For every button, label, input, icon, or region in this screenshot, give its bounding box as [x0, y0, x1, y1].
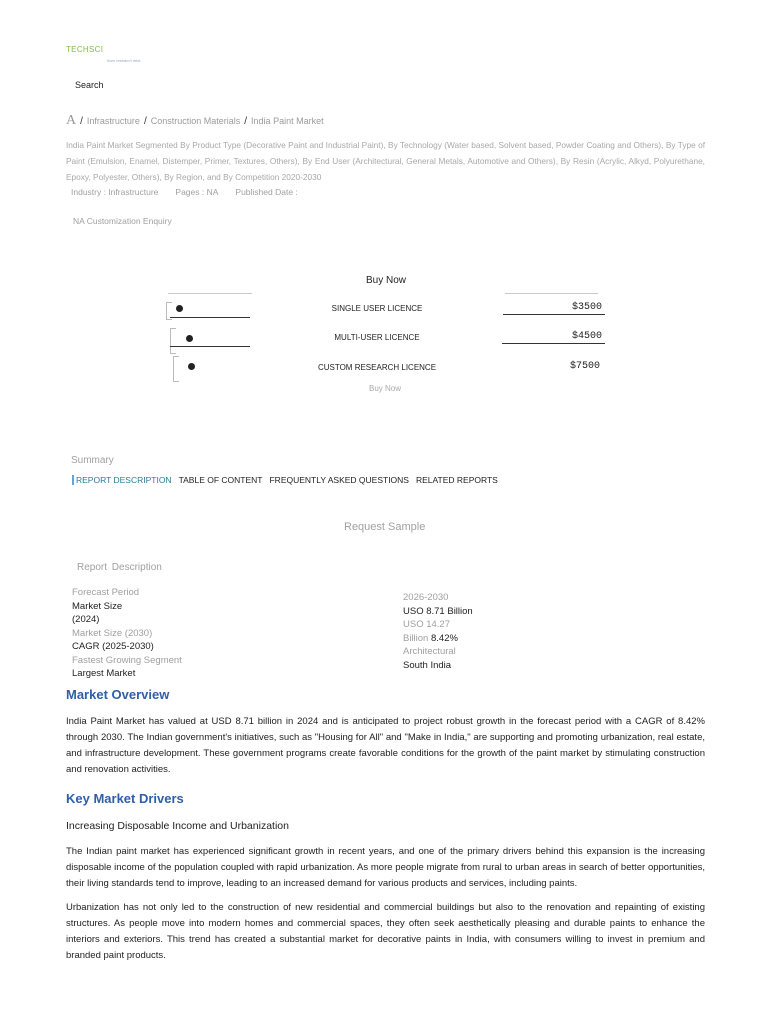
radio-icon[interactable] — [176, 305, 183, 312]
underline — [170, 317, 250, 318]
underline — [502, 343, 605, 344]
fact-label-forecast-period: Forecast Period — [72, 587, 140, 598]
key-drivers-subheading: Increasing Disposable Income and Urbanization — [66, 820, 289, 832]
breadcrumb-item-india-paint-market[interactable]: India Paint Market — [251, 116, 324, 126]
fact-value-unit: Billion — [403, 632, 429, 644]
tab-table-of-content[interactable]: TABLE OF CONTENT — [178, 475, 263, 485]
underline — [170, 346, 250, 347]
fact-label-cagr: CAGR (2025-2030) — [72, 641, 154, 652]
brand-tagline: from research next — [107, 58, 141, 63]
licence-name: SINGLE USER LICENCE — [331, 304, 423, 313]
radio-icon[interactable] — [188, 363, 195, 370]
fact-value-fastest-growing: Architectural — [403, 646, 456, 657]
fact-label-market-size-year: (2024) — [72, 614, 100, 625]
breadcrumb-item-infrastructure[interactable]: Infrastructure — [86, 116, 140, 126]
breadcrumb-separator: / — [80, 116, 83, 127]
licence-price: $3500 — [571, 302, 602, 313]
report-title-description: India Paint Market Segmented By Product Type (Decorative Paint and Industrial Paint), By Technology (Water based, Solvent based, Powder Coating and Others), By Type of Paint (Emulsion, Enamel, Distemper, Primer, Textures, Others), By End User (Architectural, General Metals, Automotive and Others), By Resin (Acrylic, Alkyd, Polyurethane, Epoxy, Polyester, Others), By Region, and By Competition 2020-2030 — [66, 140, 705, 182]
fact-label-largest-market: Largest Market — [72, 668, 136, 679]
key-drivers-paragraph-1: The Indian paint market has experienced significant growth in recent years, and one of the primary drivers behind this expansion is the increasing disposable income of the population coupled with rapid urbanization. As more people migrate from rural to urban areas in search of better opportunities, their living standards tend to improve, leading to an increased demand for various products and services, including paints. — [66, 846, 705, 889]
licence-price: $4500 — [571, 331, 602, 342]
fact-value-market-size-2030: USO 14.27 — [403, 619, 450, 630]
request-sample-button[interactable]: Request Sample — [344, 521, 426, 533]
fact-value-cagr: 8.42% — [431, 632, 458, 644]
report-description-label: Report Description — [77, 562, 162, 573]
tab-faq[interactable]: FREQUENTLY ASKED QUESTIONS — [269, 475, 409, 485]
fact-label-fastest-growing: Fastest Growing Segment — [72, 654, 182, 666]
pages-label: Pages : NA — [175, 187, 219, 197]
customization-enquiry-link[interactable]: NA Customization Enquiry — [73, 216, 172, 226]
search-link[interactable]: Search — [75, 80, 104, 90]
underline — [503, 314, 605, 315]
fact-value-forecast-period: 2026-2030 — [403, 592, 449, 603]
fact-value-market-size: USO 8.71 Billion — [403, 605, 473, 617]
fact-label-market-size-2030: Market Size (2030) — [72, 627, 153, 639]
breadcrumb-separator: / — [143, 116, 147, 127]
fact-value-largest-market: South India — [403, 659, 452, 671]
brand-logo[interactable]: TECHSCI — [66, 45, 104, 54]
breadcrumb-separator: / — [244, 116, 248, 127]
divider — [505, 293, 598, 294]
market-overview-text: India Paint Market has valued at USD 8.71 billion in 2024 and is anticipated to project robust growth in the forecast period with a CAGR of 8.42% through 2030. The Indian government's initiatives, such as "Housing for All" and "Make in India," are supporting and promoting urbanization, real estate, and infrastructure development. These government programs create favorable conditions for the growth of the paint market by stimulating construction and renovation activities. — [66, 716, 705, 775]
fact-label-market-size: Market Size — [72, 600, 123, 612]
divider — [168, 293, 252, 294]
licence-name: MULTI-USER LICENCE — [334, 333, 420, 342]
licence-price: $7500 — [569, 361, 600, 372]
radio-icon[interactable] — [186, 335, 193, 342]
tab-related-reports[interactable]: RELATED REPORTS — [415, 475, 498, 485]
bracket-decoration — [173, 356, 179, 382]
facts-values — [403, 591, 473, 672]
licence-option-multi[interactable] — [166, 328, 606, 350]
breadcrumb-item-construction-materials[interactable]: Construction Materials — [150, 116, 241, 126]
breadcrumb — [66, 113, 324, 129]
licence-option-single[interactable] — [166, 299, 606, 321]
licence-name: CUSTOM RESEARCH LICENCE — [317, 363, 437, 372]
report-tabs — [72, 475, 498, 485]
buy-now-heading: Buy Now — [366, 275, 407, 286]
facts-labels — [72, 586, 182, 681]
key-drivers-paragraph-2: Urbanization has not only led to the construction of new residential and commercial buildings but also to the renovation and repainting of existing structures. As people move into modern homes and commercial spaces, they often seek aesthetically pleasing and durable paints to enhance the interiors and exteriors. This trend has created a substantial market for decorative paints in India, with consumers willing to invest in premium and branded paint products. — [66, 902, 705, 961]
buy-now-button[interactable]: Buy Now — [369, 384, 402, 393]
tab-report-description[interactable]: REPORT DESCRIPTION — [72, 475, 172, 485]
licence-option-custom[interactable] — [166, 358, 606, 380]
breadcrumb-home[interactable]: A — [66, 113, 77, 128]
industry-label: Industry : Infrastructure — [71, 187, 159, 197]
key-drivers-heading: Key Market Drivers — [66, 791, 184, 806]
bracket-decoration — [170, 328, 176, 354]
market-overview-heading: Market Overview — [66, 687, 170, 702]
summary-label: Summary — [71, 455, 114, 466]
published-date-label: Published Date : — [235, 187, 298, 197]
report-meta — [71, 187, 298, 197]
